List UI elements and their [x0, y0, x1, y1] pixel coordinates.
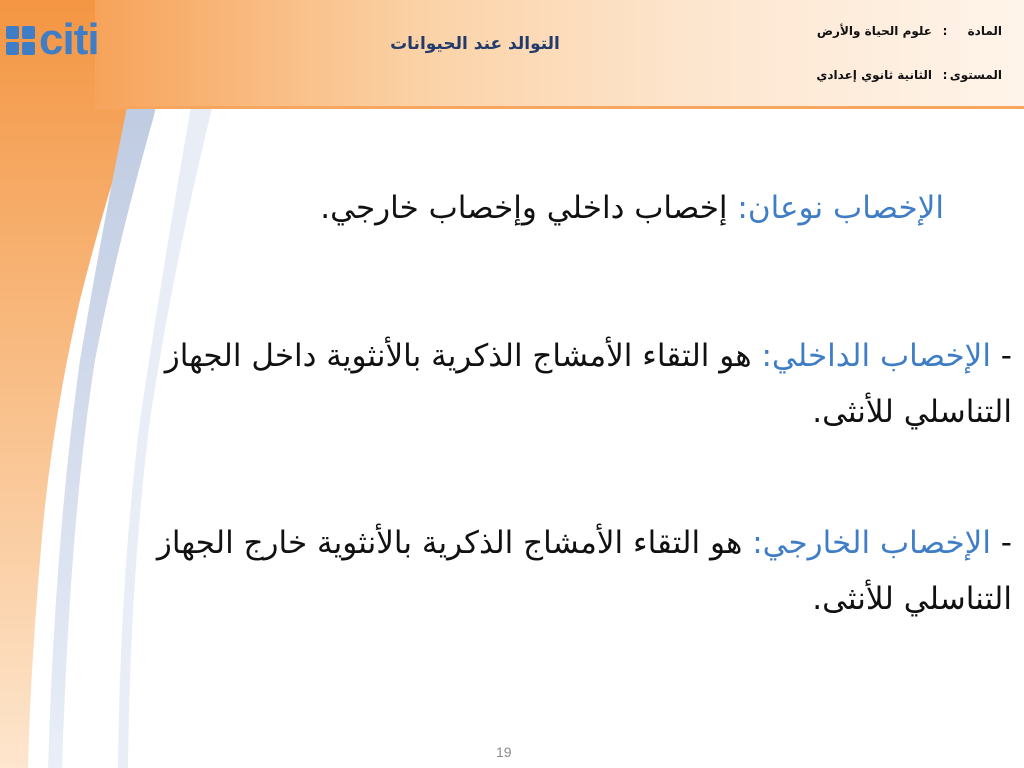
logo-squares-icon	[6, 26, 35, 55]
subject-row	[817, 24, 1002, 38]
page-number: 19	[496, 744, 512, 760]
level-row	[816, 68, 1002, 82]
fertilization-types-term: الإخصاب نوعان:	[737, 190, 944, 226]
level-separator: :	[942, 68, 948, 82]
external-fertilization-paragraph	[112, 515, 1012, 627]
internal-fertilization-definition: هو التقاء الأمشاج الذكرية بالأنثوية داخل الجهاز التناسلي للأنثى.	[164, 338, 1012, 430]
logo-text: citi	[39, 15, 99, 64]
external-fertilization-definition: هو التقاء الأمشاج الذكرية بالأنثوية خارج الجهاز التناسلي للأنثى.	[156, 525, 1012, 617]
external-fertilization-term: الإخصاب الخارجي:	[752, 525, 991, 561]
citi-logo	[6, 15, 99, 64]
header-divider	[95, 106, 1024, 109]
subject-value: علوم الحياة والأرض	[816, 24, 932, 38]
bullet-dash: -	[990, 525, 1012, 561]
fertilization-types-text: إخصاب داخلي وإخصاب خارجي.	[320, 190, 738, 226]
level-value: الثانية ثانوي إعدادي	[816, 68, 932, 82]
internal-fertilization-paragraph	[112, 328, 1012, 440]
internal-fertilization-term: الإخصاب الداخلي:	[761, 338, 991, 374]
lesson-title: التوالد عند الحيوانات	[390, 34, 560, 54]
fertilization-types-line	[320, 190, 944, 226]
subject-label: المادة	[967, 24, 1002, 38]
subject-separator: :	[942, 24, 948, 38]
level-label: المستوى	[949, 68, 1002, 82]
header-bar	[95, 0, 1024, 108]
bullet-dash: -	[990, 338, 1012, 374]
